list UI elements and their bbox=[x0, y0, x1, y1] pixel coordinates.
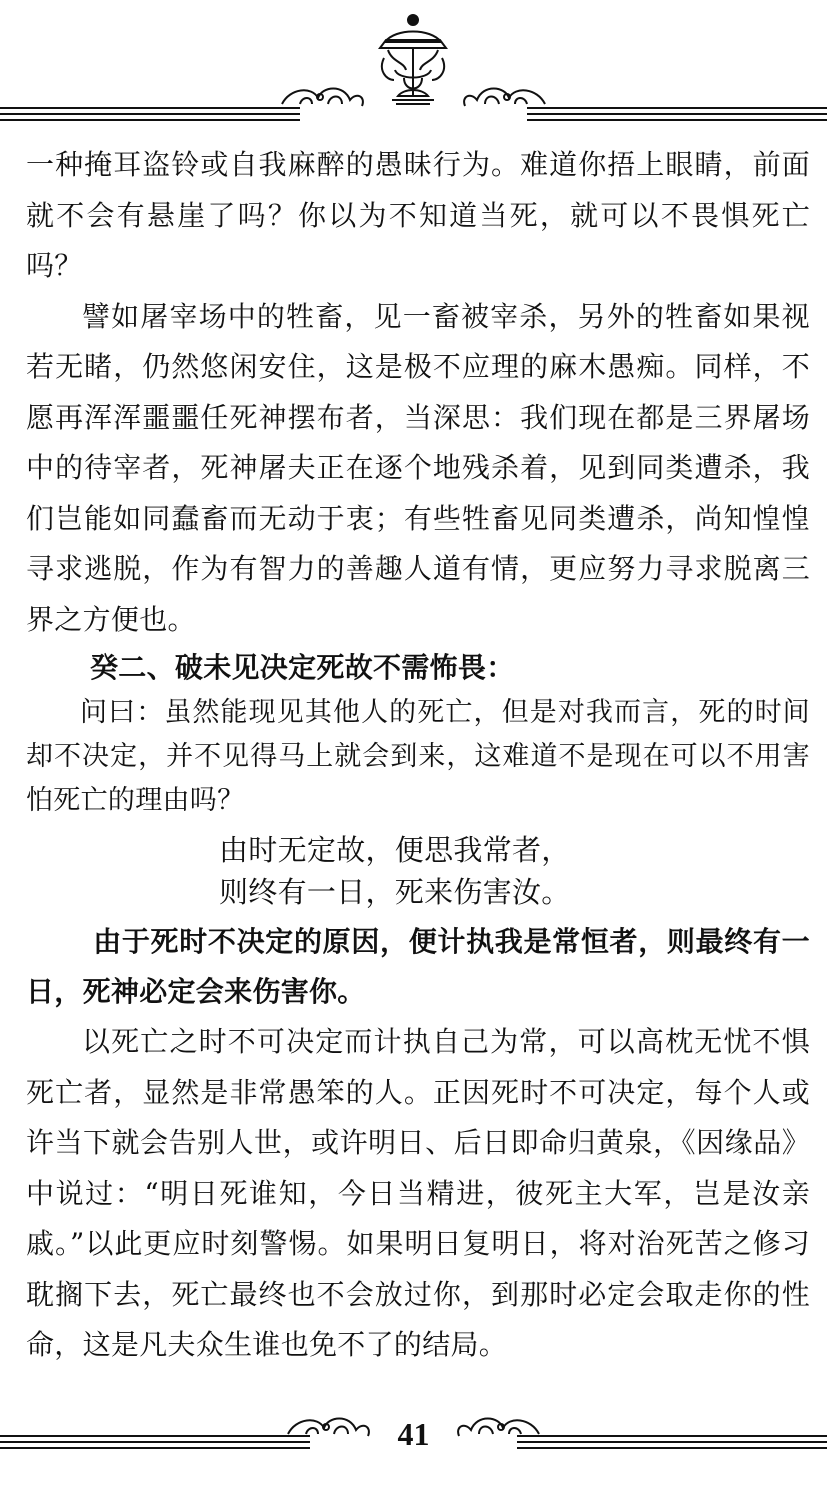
header-rule-right bbox=[527, 108, 827, 120]
header-rule-left bbox=[0, 108, 300, 120]
question-paragraph: 问曰：虽然能现见其他人的死亡，但是对我而言，死的时间却不决定，并不见得马上就会到来，这难道不是现在可以不用害怕死亡的理由吗？ bbox=[26, 697, 810, 816]
verse-line-2: 则终有一日，死来伤害汝。 bbox=[219, 875, 571, 909]
header-ornament bbox=[0, 0, 827, 150]
paragraph-continuation: 一种掩耳盗铃或自我麻醉的愚昧行为。难道你捂上眼睛，前面就不会有悬崖了吗？你以为不知道当死，就可以不畏惧死亡吗？ bbox=[26, 148, 810, 282]
verse-commentary: 由于死时不决定的原因，便计执我是常恒者，则最终有一日，死神必定会来伤害你。 bbox=[26, 925, 810, 1008]
paragraph-slaughterhouse: 譬如屠宰场中的牲畜，见一畜被宰杀，另外的牲畜如果视若无睹，仍然悠闲安住，这是极不应理的麻木愚痴。同样，不愿再浑浑噩噩任死神摆布者，当深思：我们现在都是三界屠场中的待宰者，死神屠夫正在逐个地残杀着，见到同类遭杀，我们岂能如同蠢畜而无动于衷；有些牲畜见同类遭杀，尚知惶惶寻求逃脱，作为有智力的善趣人道有情，更应努力寻求脱离三界之方便也。 bbox=[26, 299, 810, 636]
paragraph-explanation: 以死亡之时不可决定而计执自己为常，可以高枕无忧不惧死亡者，显然是非常愚笨的人。正因死时不可决定，每个人或许当下就会告别人世，或许明日、后日即命归黄泉，《因缘品》中说过：“明日死谁知，今日当精进，彼死主大军，岂是汝亲戚。”以此更应时刻警惕。如果明日复明日，将对治死苦之修习耽搁下去，死亡最终也不会放过你，到那时必定会取走你的性命，这是凡夫众生谁也免不了的结局。 bbox=[26, 1025, 810, 1361]
cloud-scroll-left-icon bbox=[282, 89, 363, 107]
parasol-emblem-icon bbox=[380, 15, 446, 104]
section-heading: 癸二、破未见决定死故不需怖畏： bbox=[90, 651, 515, 684]
verse-block bbox=[26, 823, 810, 917]
cloud-scroll-right-icon bbox=[464, 89, 545, 107]
verse-line-1: 由时无定故，便思我常者， bbox=[219, 833, 571, 867]
page-number: 41 bbox=[397, 1416, 430, 1452]
page-body bbox=[26, 140, 810, 1371]
